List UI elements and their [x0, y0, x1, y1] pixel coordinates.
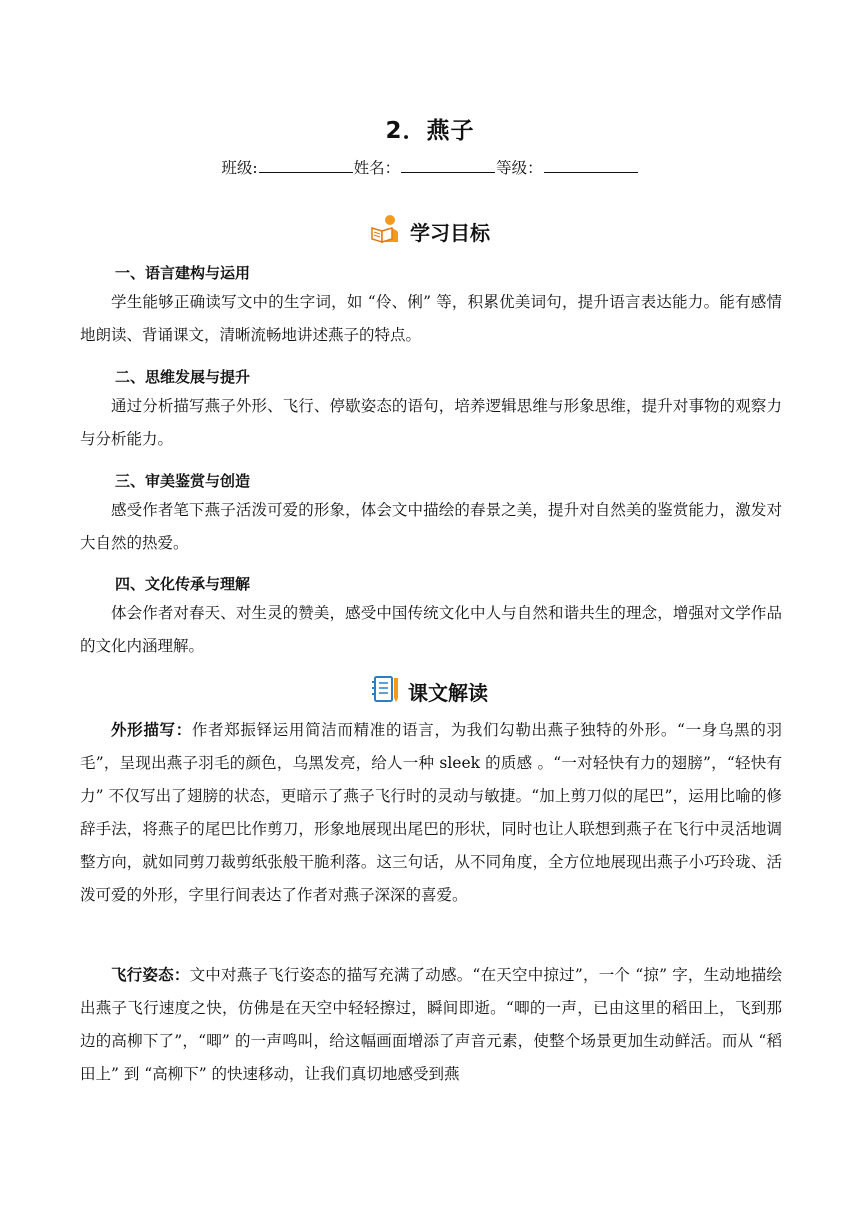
reading-person-icon: [370, 214, 402, 249]
class-label: 班级:: [221, 159, 258, 177]
class-blank[interactable]: [259, 158, 353, 173]
objective-heading-2: 二、思维发展与提升: [115, 368, 251, 386]
flight-lead: 飞行姿态：: [111, 966, 190, 984]
notebook-pencil-icon: [372, 674, 400, 709]
objective-text-1: 学生能够正确读写文中的生字词，如 “伶、俐” 等，积累优美词句，提升语言表达能力。能有感情地朗读、背诵课文，清晰流畅地讲述燕子的特点。: [80, 293, 782, 344]
objective-text-4: 体会作者对春天、对生灵的赞美，感受中国传统文化中人与自然和谐共生的理念，增强对文学作品的文化内涵理解。: [80, 604, 782, 655]
grade-blank[interactable]: [544, 158, 638, 173]
appearance-lead: 外形描写：: [111, 721, 192, 739]
flight-text: 文中对燕子飞行姿态的描写充满了动感。“在天空中掠过”，一个 “掠” 字，生动地描绘出燕子飞行速度之快，仿佛是在天空中轻轻擦过，瞬间即逝。“唧的一声，已由这里的稻田上，飞到那边的高柳下了”，“唧” 的一声鸣叫，给这幅画面增添了声音元素，使整个场景更加生动鲜活。而从 “稻田上” 到 “高柳下” 的快速移动，让我们真切地感受到燕: [80, 966, 782, 1083]
student-info-line: [0, 156, 860, 178]
interpretation-paragraph-1: [80, 714, 782, 912]
appearance-text: 作者郑振铎运用简洁而精准的语言，为我们勾勒出燕子独特的外形。“一身乌黑的羽毛”，呈现出燕子羽毛的颜色，乌黑发亮，给人一种 sleek 的质感 。“一对轻快有力的翅膀”，“轻快有力” 不仅写出了翅膀的状态，更暗示了燕子飞行时的灵动与敏捷。“加上剪刀似的尾巴”，运用比喻的修辞手法，将燕子的尾巴比作剪刀，形象地展现出尾巴的形状，同时也让人联想到燕子在飞行中灵活地调整方向，就如同剪刀裁剪纸张般干脆利落。这三句话，从不同角度，全方位地展现出燕子小巧玲珑、活泼可爱的外形，字里行间表达了作者对燕子深深的喜爱。: [80, 721, 782, 904]
grade-label: 等级：: [496, 159, 543, 177]
document-title: 2．燕子: [385, 118, 475, 144]
objectives-heading: [0, 214, 860, 249]
objective-text-2: 通过分析描写燕子外形、飞行、停歇姿态的语句，培养逻辑思维与形象思维，提升对事物的观察力与分析能力。: [80, 397, 782, 448]
interpretation-heading: [0, 674, 860, 709]
objective-text-3: 感受作者笔下燕子活泼可爱的形象，体会文中描绘的春景之美，提升对自然美的鉴赏能力，激发对大自然的热爱。: [80, 501, 782, 552]
objective-heading-4: 四、文化传承与理解: [115, 575, 251, 593]
name-label: 姓名：: [353, 159, 401, 177]
objectives-heading-text: 学习目标: [410, 221, 490, 245]
name-blank[interactable]: [401, 158, 495, 173]
interpretation-heading-text: 课文解读: [408, 681, 488, 705]
objective-heading-1: 一、语言建构与运用: [115, 264, 251, 282]
interpretation-paragraph-2: [80, 959, 782, 1091]
objective-heading-3: 三、审美鉴赏与创造: [115, 472, 251, 490]
